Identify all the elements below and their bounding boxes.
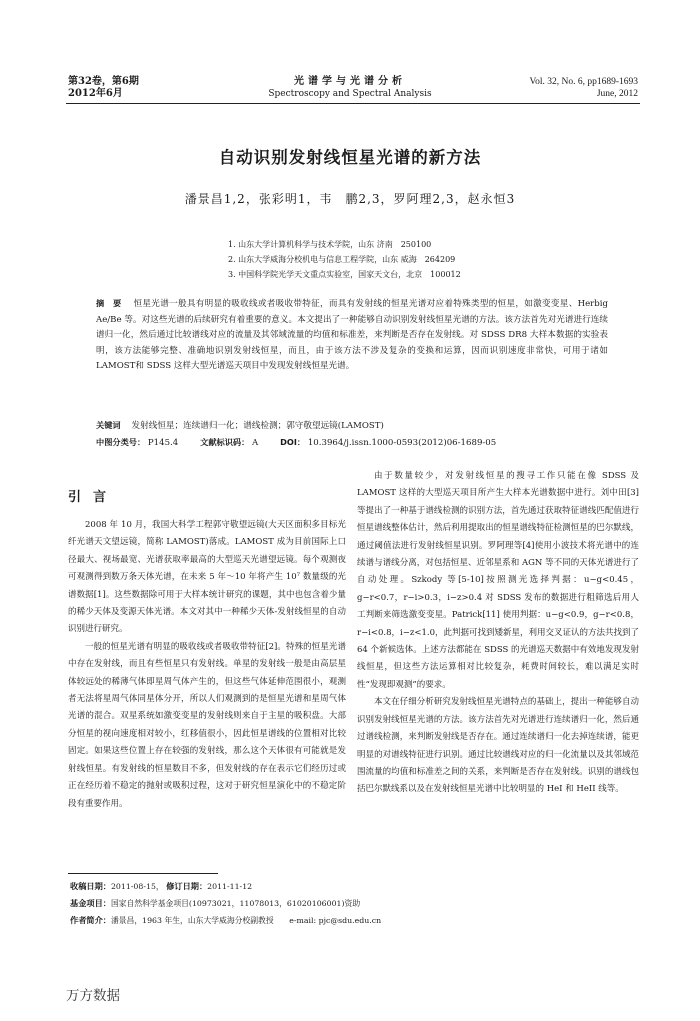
author-list: 潘景昌1,2，张彩明1，韦 鹏2,3，罗阿理2,3，赵永恒3 — [184, 192, 516, 206]
footnote-received — [70, 878, 381, 895]
footnote-rule — [68, 873, 218, 874]
author-bio-text: 潘景昌，1963 年生，山东大学威海分校副教授 e-mail: pjc@sdu.edu.cn — [110, 916, 382, 925]
volume-issue-en: Vol. 32, No. 6, pp1689-1693 — [529, 77, 638, 87]
revised-date: 2011-11-12 — [207, 882, 253, 891]
header-rule — [66, 103, 640, 104]
right-column — [357, 468, 639, 799]
abstract-text: 恒星光谱一般具有明显的吸收线或者吸收带特征，而具有发射线的恒星光谱对应着特殊类型的恒星，如激变变星、Herbig Ae/Be 等。对这些光谱的后续研究有着重要的意义。本文提出了一种能够自动识别发射线恒星光谱的方法。该方法首先对光谱进行连续谱归一化，然后通过比较谱线对应的流量及其邻域流量的均值和标准差，来判断是否存在发射线。对 SDSS DR8 大样本数据的实验表明，该方法能够完整、准确地识别发射线恒星，而且，由于该方法不涉及复杂的变换和运算，因而识别速度非常快，可用于诸如 LAMOST和 SDSS 这样大型光谱巡天项目中发现发射线恒星光谱。 — [96, 299, 609, 371]
funding-label: 基金项目： — [70, 898, 111, 908]
footnote-author — [70, 912, 381, 929]
journal-name-cn: 光谱学与光谱分析 — [294, 76, 406, 87]
clc-label: 中图分类号： — [96, 436, 146, 447]
doi-label: DOI： — [280, 436, 306, 447]
affiliations — [228, 237, 461, 282]
keywords-label: 关键词 — [96, 420, 121, 430]
doc-code-label: 文献标识码： — [200, 436, 250, 447]
keywords-block — [96, 418, 608, 451]
received-date: 2011-08-15， — [110, 882, 164, 891]
clc-value: P145.4 — [147, 437, 179, 448]
left-column — [68, 517, 346, 813]
abstract-label: 摘 要 — [96, 298, 122, 308]
affiliation-item: 1. 山东大学计算机科学与技术学院，山东 济南 250100 — [228, 240, 432, 249]
section-title-introduction: 引言 — [68, 490, 119, 505]
abstract — [96, 296, 608, 375]
footnote-funding — [70, 895, 381, 912]
affiliation-item: 3. 中国科学院光学天文重点实验室，国家天文台，北京 100012 — [228, 270, 461, 279]
revised-label: 修订日期： — [166, 881, 208, 891]
header-volume-en — [529, 76, 638, 100]
paragraph: 本文在仔细分析研究发射线恒星光谱特点的基础上，提出一种能够自动识别发射线恒星光谱的方法。该方法首先对光谱进行连续谱归一化，然后通过谱线检测，来判断发射线是否存在。通过连续谱归一化去掉连续谱，能更明显的对谱线特征进行识别。通过比较谱线对应的归一化流量以及其邻域范围流量的均值和标准差之间的关系，来判断是否存在发射线。识别的谱线包括巴尔默线系以及在发射线恒星光谱中比较明显的 HeI 和 HeII 线等。 — [357, 697, 639, 795]
doc-code-value: A — [252, 437, 259, 448]
watermark: 万方数据 — [66, 988, 120, 1004]
paper-title: 自动识别发射线恒星光谱的新方法 — [218, 148, 482, 167]
received-label: 收稿日期： — [70, 881, 111, 891]
keywords-text: 发射线恒星；连续谱归一化；谱线检测；郭守敬望远镜(LAMOST) — [131, 421, 384, 431]
date-en: June, 2012 — [596, 89, 638, 99]
volume-issue-cn: 第32卷，第6期 — [68, 76, 139, 87]
paragraph: 由于数量较少，对发射线恒星的搜寻工作只能在像 SDSS 及 LAMOST 这样的大型巡天项目所产生大样本光谱数据中进行。刘中田[3]等提出了一种基于谱线检测的识别方法，首先通过获取特征谱线匹配值进行恒星谱线整体估计，然后利用提取出的恒星谱线特征检测恒星的巴尔默线，通过阈值法进行发射线恒星识别。罗阿理等[4]使用小波技术将光谱中的连续谱与谱线分离，对包括恒星、近邻星系和 AGN 等不同的天体光谱进行了自动处理。Szkody 等[5-10]按照测光选择判据：u−g<0.45，g−r<0.7，r−i>0.3，i−z>0.4 对 SDSS 发布的数据进行粗筛选后用人工判断来筛选激变变星。Patrick[11] 使用判据：u−g<0.9，g−r<0.8，r−i<0.8，i−z<1.0，此判据可找到矮新星，利用交叉证认的方法共找到了 64 个新候选体。上述方法都能在 SDSS 的光谱巡天数据中有效地发现发射线恒星，但这些方法运算相对比较复杂，耗费时间较长，难以满足实时性“发现即观测”的要求。 — [357, 471, 640, 690]
paragraph: 2008 年 10 月，我国大科学工程郭守敬望远镜(大天区面积多目标光纤光谱天文望远镜，简称 LAMOST)落成。LAMOST 成为目前国际上口径最大、视场最宽、光谱获取率最高的大型巡天光谱望远镜。每个观测夜可观测得到数万条天体光谱，在未来 5 年～10 年将产生 10⁷ 数量级的光谱数据[1]。这些数据除可用于大样本统计研究的课题，其中也包含着少量的稀少天体及变源天体光谱。本文对其中一种稀少天体-发射线恒星的自动识别进行研究。 — [68, 520, 346, 635]
paragraph: 一般的恒星光谱有明显的吸收线或者吸收带特征[2]。特殊的恒星光谱中存在发射线，而且有些恒星只有发射线。单星的发射线一般是由高层星体较远处的稀薄气体即星周气体产生的，但这些气体延伸范围很小，观测者无法将星周气体同星体分开，所以人们观测到的是恒星光谱和星周气体光谱的混合。双星系统如激变变星的发射线则来自于主星的吸积盘。大部分恒星的视向速度相对较小，红移值很小，因此恒星谱线的位置相对比较固定。如果这些位置上存在较强的发射线，那么这个天体很有可能就是发射线恒星。有发射线的恒星数目不多，但发射线的存在表示它们经历过或正在经历着不稳定的抛射或吸积过程，这对于研究恒星演化中的不稳定阶段有重要作用。 — [68, 641, 346, 809]
journal-name-en: Spectroscopy and Spectral Analysis — [268, 89, 432, 99]
funding-text: 国家自然科学基金项目(10973021，11078013，61020106001)资助 — [110, 899, 361, 908]
author-bio-label: 作者简介： — [70, 915, 111, 925]
date-cn: 2012年6月 — [68, 88, 123, 99]
footnotes — [70, 878, 381, 929]
doi-value: 10.3964/j.issn.1000-0593(2012)06-1689-05 — [307, 437, 497, 448]
affiliation-item: 2. 山东大学威海分校机电与信息工程学院，山东 威海 264209 — [228, 255, 456, 264]
